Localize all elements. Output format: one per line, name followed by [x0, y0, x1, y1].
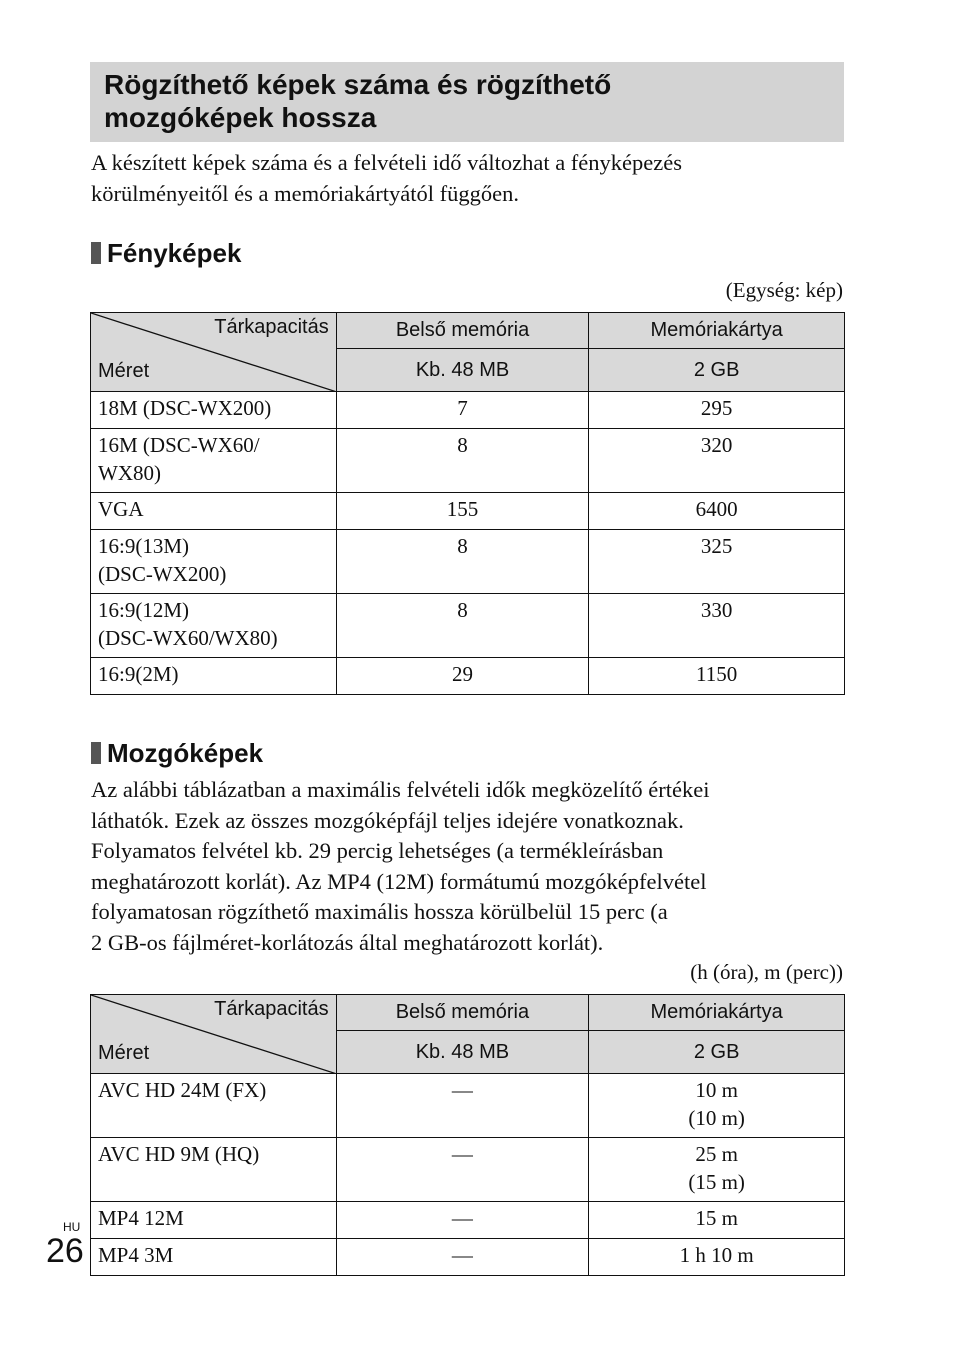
col-subheader-internal: Kb. 48 MB	[336, 349, 589, 392]
card-cell: 10 m (10 m)	[589, 1074, 845, 1138]
card-cell: 320	[589, 429, 845, 493]
size-cell: VGA	[91, 493, 337, 530]
internal-cell: 8	[336, 429, 589, 493]
photos-heading: Fényképek	[91, 238, 241, 268]
internal-cell: 7	[336, 392, 589, 429]
section-marker-icon	[91, 742, 101, 764]
card-cell: 330	[589, 594, 845, 658]
photos-unit: (Egység: kép)	[725, 278, 843, 302]
format-cell: MP4 12M	[91, 1202, 337, 1239]
format-cell: AVC HD 24M (FX)	[91, 1074, 337, 1138]
title-banner	[90, 62, 844, 142]
col-header-card: Memóriakártya	[589, 995, 845, 1031]
card-cell: 6400	[589, 493, 845, 530]
col-subheader-internal: Kb. 48 MB	[336, 1031, 589, 1074]
format-cell: AVC HD 9M (HQ)	[91, 1138, 337, 1202]
size-cell: 16:9(13M) (DSC-WX200)	[91, 530, 337, 594]
table-row	[91, 658, 845, 695]
table-corner-cell: Tárkapacitás Méret	[91, 313, 337, 392]
movies-table	[90, 994, 845, 1276]
internal-cell: 29	[336, 658, 589, 695]
card-cell: 15 m	[589, 1202, 845, 1239]
page-title: Rögzíthető képek száma és rögzíthető mozgóképek hossza	[104, 69, 612, 133]
table-row	[91, 1074, 845, 1138]
size-cell: 16M (DSC-WX60/ WX80)	[91, 429, 337, 493]
table-row	[91, 594, 845, 658]
card-cell: 1 h 10 m	[589, 1239, 845, 1276]
table-row	[91, 1239, 845, 1276]
internal-cell: —	[336, 1202, 589, 1239]
table-corner-cell: Tárkapacitás Méret	[91, 995, 337, 1074]
movies-heading: Mozgóképek	[91, 738, 263, 768]
intro-paragraph: A készített képek száma és a felvételi idő változhat a fényképezés körülményeitől és a memóriakártyától függően.	[91, 150, 682, 206]
movies-unit: (h (óra), m (perc))	[690, 960, 843, 984]
format-cell: MP4 3M	[91, 1239, 337, 1276]
col-subheader-card: 2 GB	[589, 349, 845, 392]
table-row	[91, 429, 845, 493]
table-row	[91, 1138, 845, 1202]
internal-cell: —	[336, 1239, 589, 1276]
language-code: HU	[63, 1220, 81, 1234]
size-cell: 16:9(12M) (DSC-WX60/WX80)	[91, 594, 337, 658]
card-cell: 25 m (15 m)	[589, 1138, 845, 1202]
internal-cell: 8	[336, 530, 589, 594]
internal-cell: —	[336, 1138, 589, 1202]
card-cell: 1150	[589, 658, 845, 695]
internal-cell: 155	[336, 493, 589, 530]
internal-cell: —	[336, 1074, 589, 1138]
photos-table	[90, 312, 845, 695]
size-cell: 18M (DSC-WX200)	[91, 392, 337, 429]
movies-paragraph: Az alábbi táblázatban a maximális felvételi idők megközelítő értékei láthatók. Ezek az összes mozgóképfájl teljes idejére vonatkoznak. Folyamatos felvétel kb. 29 percig lehetséges (a termékleírásban meghatározott korlát). Az MP4 (12M) formátumú mozgóképfelvétel folyamatosan rögzíthető maximális hossza körülbelül 15 perc (a 2 GB-os fájlméret-korlátozás által meghatározott korlát).	[91, 777, 710, 955]
col-subheader-card: 2 GB	[589, 1031, 845, 1074]
internal-cell: 8	[336, 594, 589, 658]
size-cell: 16:9(2M)	[91, 658, 337, 695]
col-header-card: Memóriakártya	[589, 313, 845, 349]
col-header-internal: Belső memória	[336, 995, 589, 1031]
card-cell: 325	[589, 530, 845, 594]
section-marker-icon	[91, 242, 101, 264]
page-number: 26	[46, 1232, 84, 1270]
col-header-internal: Belső memória	[336, 313, 589, 349]
table-row	[91, 493, 845, 530]
table-row	[91, 530, 845, 594]
table-row	[91, 1202, 845, 1239]
card-cell: 295	[589, 392, 845, 429]
table-row	[91, 392, 845, 429]
